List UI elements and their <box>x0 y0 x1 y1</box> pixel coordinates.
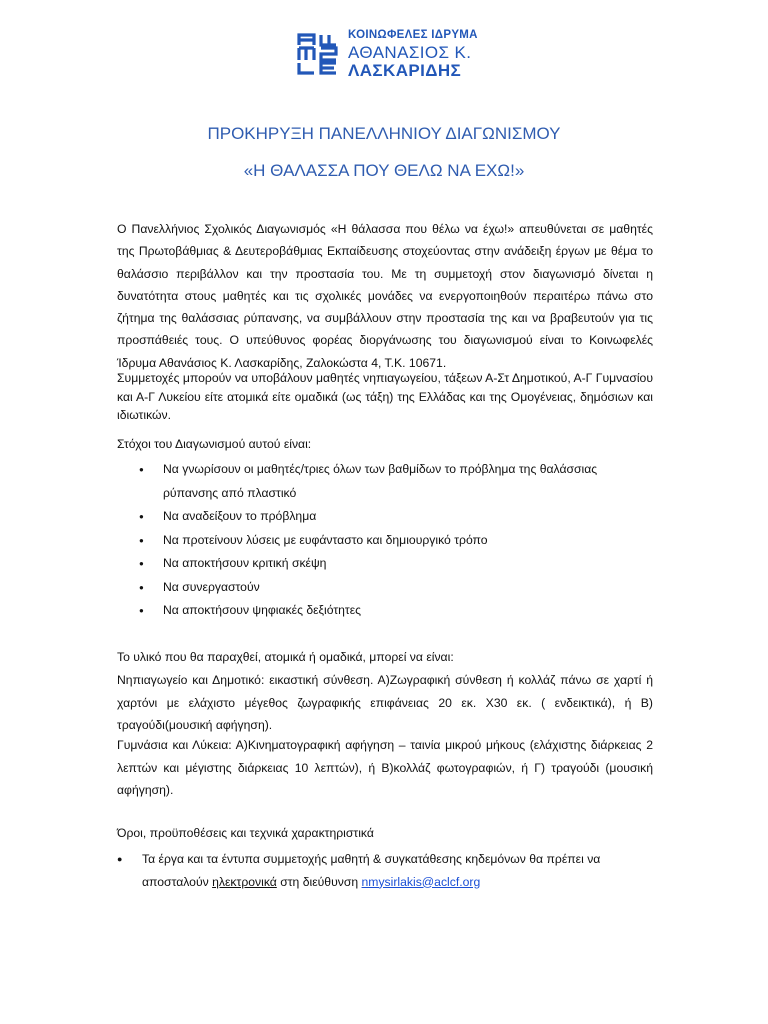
terms-list-item <box>117 848 653 893</box>
logo-line-3: ΛΑΣΚΑΡΙΔΗΣ <box>348 60 462 80</box>
goal-text: Να αποκτήσουν ψηφιακές δεξιότητες <box>163 603 362 617</box>
terms-text <box>142 848 653 893</box>
bullet-icon: ● <box>139 582 144 592</box>
list-item <box>117 576 653 600</box>
bullet-icon: ● <box>139 465 144 474</box>
logo-line-1: ΚΟΙΝΩΦΕΛΕΣ ΙΔΡΥΜΑ <box>348 29 478 41</box>
goal-text: Να αναδείξουν το πρόβλημα <box>163 509 317 523</box>
goal-text: Να αποκτήσουν κριτική σκέψη <box>163 556 327 570</box>
goal-text: Να προτείνουν λύσεις με ευφάνταστο και δημιουργικό τρόπο <box>163 532 488 547</box>
goal-text: Να συνεργαστούν <box>163 579 260 594</box>
bullet-icon: ● <box>139 535 144 545</box>
list-item <box>117 458 653 505</box>
goals-heading: Στόχοι του Διαγωνισμού αυτού είναι: <box>117 437 312 451</box>
bullet-icon: ● <box>139 559 144 568</box>
logo-line-2: ΑΘΑΝΑΣΙΟΣ Κ. <box>348 42 472 62</box>
terms-text-mid: στη διεύθυνση <box>276 874 362 889</box>
kindergarten-primary-paragraph: Νηπιαγωγείο και Δημοτικό: εικαστική σύνθεση. Α)Ζωγραφική σύνθεση ή κολλάζ πάνω σε χαρτί ή χαρτόνι με ελάχιστο μέγεθος ζωγραφικής επιφάνειας 20 εκ. Χ30 εκ. ( ενδεικτικά), ή Β) τραγούδι(μουσική αφήγηση). <box>117 673 653 732</box>
list-item <box>117 505 653 529</box>
material-heading: Το υλικό που θα παραχθεί, ατομικά ή ομαδικά, μπορεί να είναι: <box>117 650 454 664</box>
foundation-logo <box>296 30 478 79</box>
email-link[interactable]: nmysirlakis@aclcf.org <box>361 874 481 889</box>
list-item <box>117 529 653 553</box>
intro-paragraph: Ο Πανελλήνιος Σχολικός Διαγωνισμός «Η θάλασσα που θέλω να έχω!» απευθύνεται σε μαθητές της Πρωτοβάθμιας & Δευτεροβάθμιας Εκπαίδευσης στοχεύοντας στην ανάδειξη έργων με θέμα το θαλάσσιο περιβάλλον και την προστασία του. Με τη συμμετοχή στον διαγωνισμό δίνεται η δυνατότητα στους μαθητές και τις σχολικές μονάδες να ενεργοποιηθούν περαιτέρω πάνω στο ζήτημα της θαλάσσιας ρύπανσης, να συμβάλλουν στην προστασία της και να βραβευτούν για τις προσπάθειές τους. Ο υπεύθυνος φορέας διοργάνωσης του διαγωνισμού είναι το Κοινωφελές Ίδρυμα Αθανάσιος Κ. Λασκαρίδης, Ζαλοκώστα 4, Τ.Κ. 10671. <box>117 222 653 370</box>
bullet-icon: ● <box>139 512 144 521</box>
terms-text-emphasis: ηλεκτρονικά <box>212 874 277 889</box>
logo-wordmark <box>348 30 478 79</box>
logo-mark-icon <box>296 32 340 76</box>
contest-name: «Η ΘΑΛΑΣΣΑ ΠΟΥ ΘΕΛΩ ΝΑ ΕΧΩ!» <box>243 161 525 180</box>
list-item <box>117 599 653 623</box>
announcement-title: ΠΡΟΚΗΡΥΞΗ ΠΑΝΕΛΛΗΝΙΟΥ ΔΙΑΓΩΝΙΣΜΟΥ <box>207 124 561 143</box>
terms-heading: Όροι, προϋποθέσεις και τεχνικά χαρακτηριστικά <box>117 826 374 840</box>
goals-list <box>117 458 653 623</box>
participants-paragraph: Συμμετοχές μπορούν να υποβάλουν μαθητές νηπιαγωγείου, τάξεων Α-Στ Δημοτικού, Α-Γ Γυμνασίου και Α-Γ Λυκείου είτε ατομικά είτε ομαδικά (ως τάξη) της Ελλάδας και της Ομογένειας, δημόσιων και ιδιωτικών. <box>117 371 653 422</box>
bullet-icon: ● <box>117 854 123 864</box>
list-item <box>117 552 653 576</box>
goal-text: Να γνωρίσουν οι μαθητές/τριες όλων των βαθμίδων το πρόβλημα της θαλάσσιας ρύπανσης από πλαστικό <box>163 462 598 500</box>
secondary-paragraph: Γυμνάσια και Λύκεια: Α)Κινηματογραφική αφήγηση – ταινία μικρού μήκους (ελάχιστης διάρκειας 2 λεπτών και μέγιστης διάρκειας 10 λεπτών), ή Β)κολλάζ φωτογραφιών, ή Γ) τραγούδι (μουσική αφήγηση). <box>117 738 653 797</box>
terms-text-pre: Τα έργα και τα έντυπα συμμετοχής μαθητή & συγκατάθεσης κηδεμόνων θα πρέπει να αποσταλούν <box>142 852 601 889</box>
bullet-icon: ● <box>139 606 144 615</box>
